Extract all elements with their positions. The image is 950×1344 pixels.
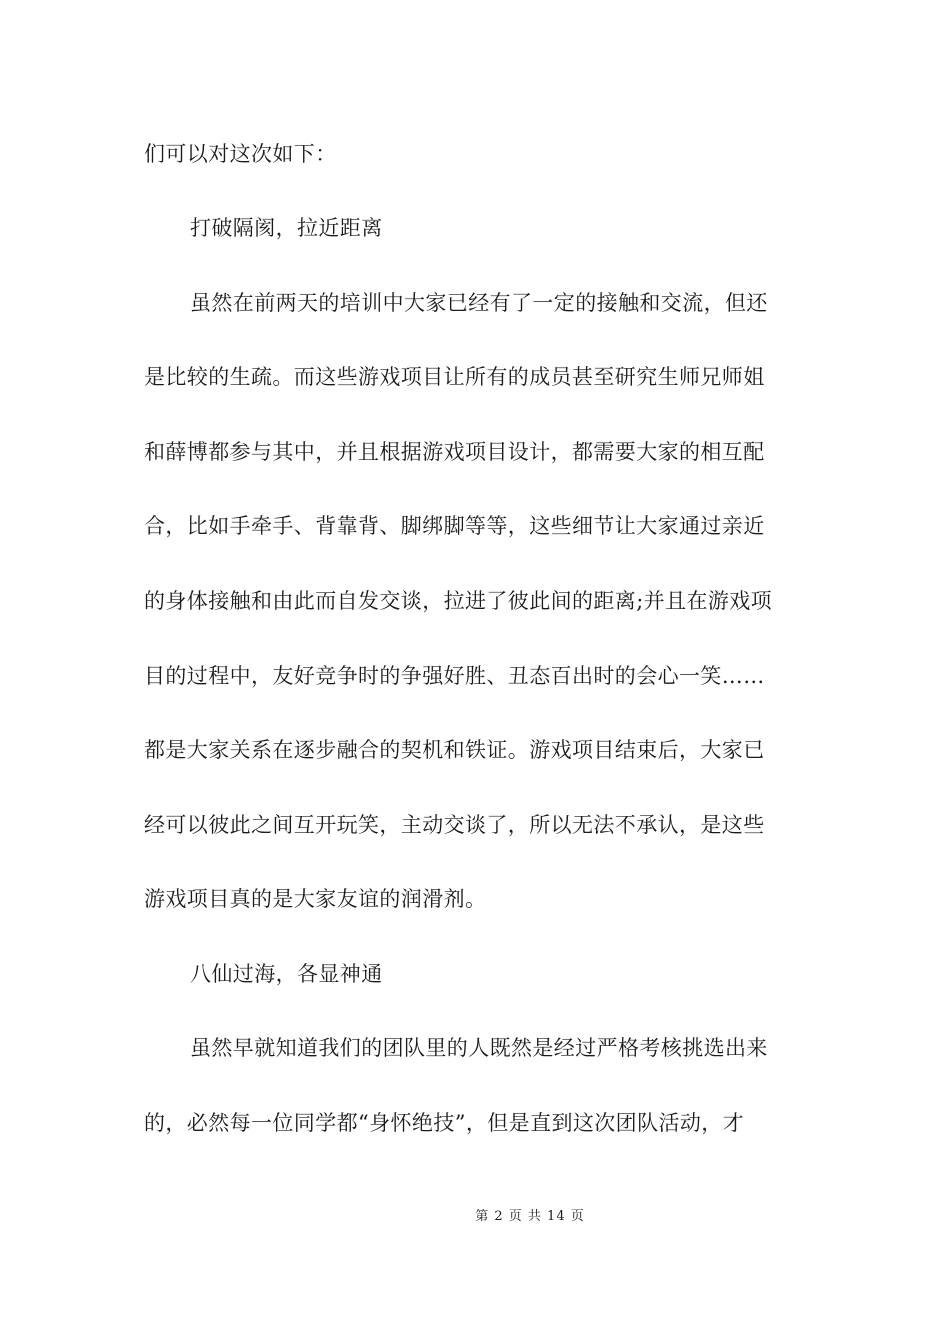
section-heading-2: 八仙过海，各显神通 [190, 962, 383, 986]
text-line-10: 经可以彼此之间互开玩笑，主动交谈了，所以无法不承认，是这些 [144, 813, 765, 837]
text-line-5: 和薛博都参与其中，并且根据游戏项目设计，都需要大家的相互配 [144, 440, 765, 464]
text-line-11: 游戏项目真的是大家友谊的润滑剂。 [144, 887, 487, 911]
page-number-footer: 第 2 页 共 14 页 [475, 1209, 585, 1224]
text-line-14: 的，必然每一位同学都“身怀绝技”，但是直到这次团队活动，才 [144, 1111, 745, 1135]
text-line-13: 虽然早就知道我们的团队里的人既然是经过严格考核挑选出来 [190, 1036, 768, 1060]
text-line-9: 都是大家关系在逐步融合的契机和铁证。游戏项目结束后，大家已 [144, 738, 765, 762]
text-line-6: 合，比如手牵手、背靠背、脚绑脚等等，这些细节让大家通过亲近 [144, 514, 765, 538]
text-line-1: 们可以对这次如下： [144, 142, 337, 166]
text-line-7: 的身体接触和由此而自发交谈，拉进了彼此间的距离;并且在游戏项 [144, 589, 773, 613]
text-line-8: 目的过程中，友好竞争时的争强好胜、丑态百出时的会心一笑…… [144, 664, 765, 688]
section-heading-1: 打破隔阂，拉近距离 [190, 216, 383, 240]
text-line-4: 是比较的生疏。而这些游戏项目让所有的成员甚至研究生师兄师姐 [144, 365, 765, 389]
text-line-3: 虽然在前两天的培训中大家已经有了一定的接触和交流，但还 [190, 291, 768, 315]
